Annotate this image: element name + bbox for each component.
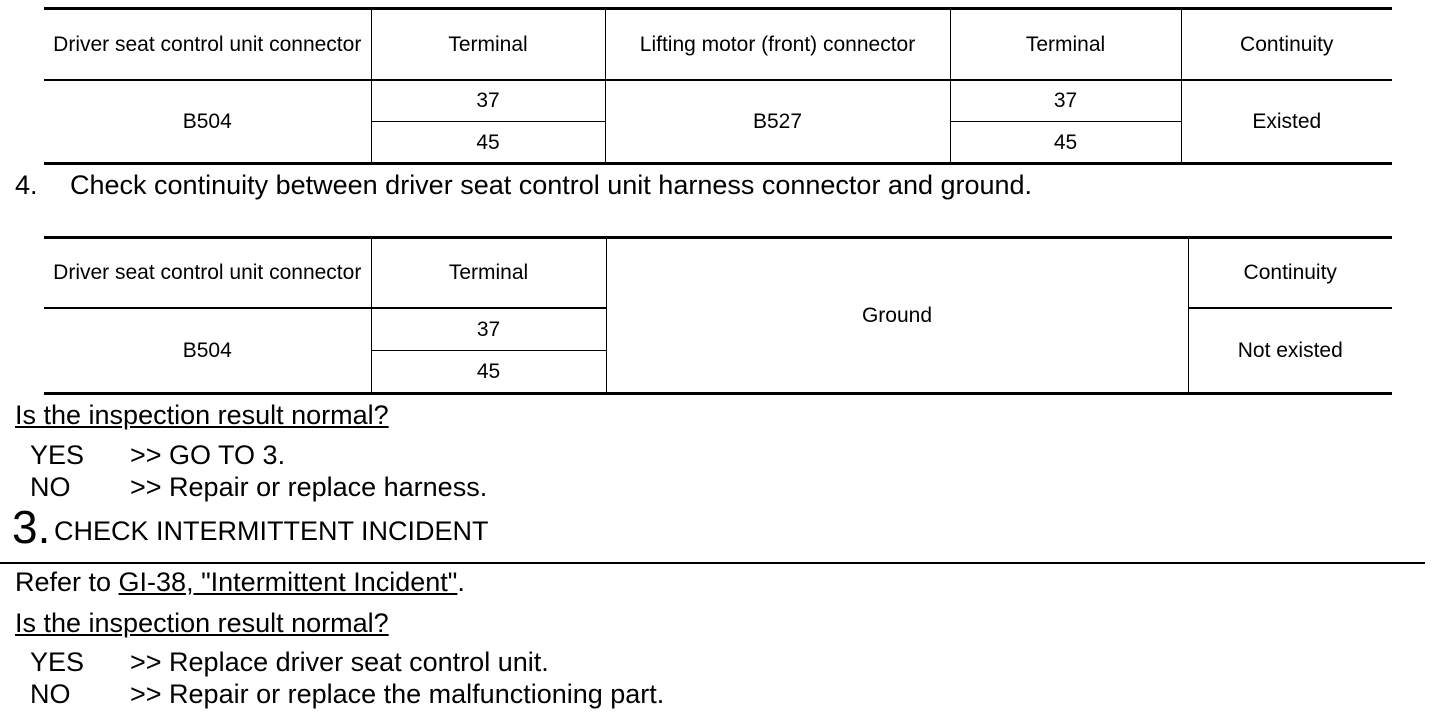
refer-suffix: . <box>457 567 465 597</box>
section-3-number: 3. <box>12 501 51 553</box>
header-motor-connector: Lifting motor (front) connector <box>605 9 950 80</box>
motor-terminal-cell: 37 <box>950 80 1181 122</box>
unit-terminal-cell: 37 <box>371 80 605 122</box>
continuity-table-motor <box>44 7 1392 165</box>
no-label: NO <box>30 679 71 709</box>
ground-cell: Ground <box>606 238 1188 394</box>
header-unit-connector: Driver seat control unit connector <box>44 9 371 80</box>
motor-connector-cell: B527 <box>605 80 950 164</box>
step-4-number: 4. <box>15 170 38 200</box>
header-unit-connector: Driver seat control unit connector <box>44 238 371 308</box>
refer-prefix: Refer to <box>15 567 119 597</box>
yes-action: >> Replace driver seat control unit. <box>130 647 549 677</box>
yes-action: >> GO TO 3. <box>130 440 286 470</box>
no-action: >> Repair or replace harness. <box>130 472 488 502</box>
refer-link[interactable]: GI-38, "Intermittent Incident" <box>118 567 458 597</box>
step-4-text: Check continuity between driver seat control unit harness connector and ground. <box>70 170 1033 200</box>
unit-terminal-cell: 45 <box>371 351 606 394</box>
unit-terminal-cell: 45 <box>371 122 605 164</box>
header-terminal: Terminal <box>950 9 1181 80</box>
yes-label: YES <box>30 440 85 470</box>
unit-connector-cell: B504 <box>44 308 371 394</box>
question-inspection-normal: Is the inspection result normal? <box>15 608 389 638</box>
unit-terminal-cell: 37 <box>371 308 606 351</box>
yes-label: YES <box>30 647 85 677</box>
continuity-cell: Not existed <box>1188 308 1392 394</box>
header-terminal: Terminal <box>371 9 605 80</box>
header-continuity: Continuity <box>1188 238 1392 308</box>
unit-connector-cell: B504 <box>44 80 371 164</box>
header-continuity: Continuity <box>1181 9 1392 80</box>
refer-line <box>15 567 465 598</box>
continuity-cell: Existed <box>1181 80 1392 164</box>
section-3-title: CHECK INTERMITTENT INCIDENT <box>54 516 489 546</box>
no-label: NO <box>30 472 71 502</box>
no-action: >> Repair or replace the malfunctioning part. <box>130 679 665 709</box>
header-terminal: Terminal <box>371 238 606 308</box>
motor-terminal-cell: 45 <box>950 122 1181 164</box>
section-divider <box>0 562 1425 564</box>
continuity-table-ground <box>44 236 1392 395</box>
question-inspection-normal: Is the inspection result normal? <box>15 400 389 430</box>
